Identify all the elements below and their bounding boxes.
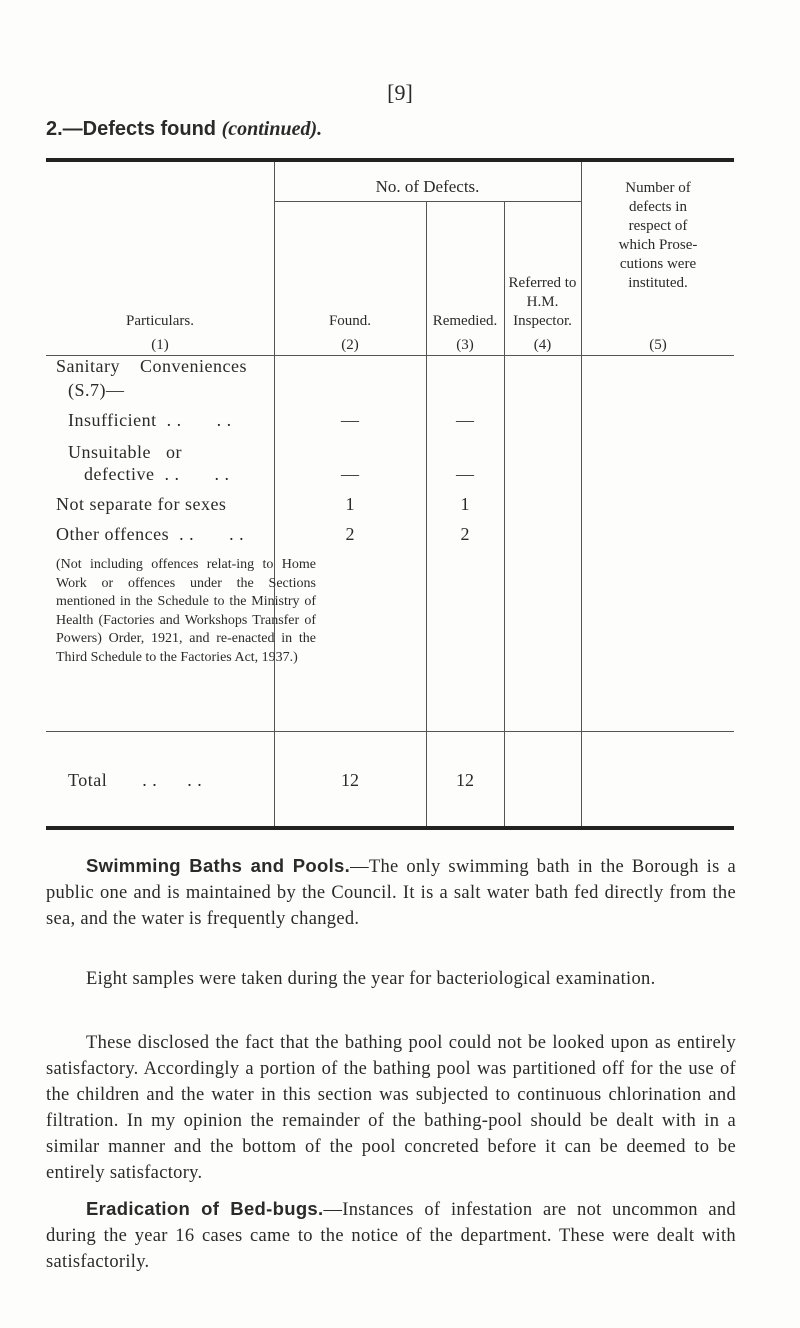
header-prosecutions-5: cutions were <box>619 256 697 272</box>
header-prosecutions-num: (5) <box>649 337 667 353</box>
header-prosecutions-4: which Prose- <box>618 237 698 253</box>
header-remedied-num: (3) <box>456 337 474 353</box>
total-remedied: 12 <box>456 770 474 790</box>
row-note: (Not including offences relat-ing to Home Work or offences under the Sections mentioned in the Schedule to the Ministry of Health (Factories and Workshops Transfer of Powers) Order, 1921, and re-enacted in the Third Schedule to the Factories Act, 1937.) <box>56 557 316 665</box>
header-particulars: Particulars. <box>126 313 194 329</box>
unsuitable-remedied: — <box>456 464 474 484</box>
swimming-text: —The only swimming bath in the Borough is a public one and is maintained by the Council. It is a salt water bath fed directly from the sea, and the water is frequently changed. <box>46 857 736 929</box>
unsuitable-found: — <box>341 464 359 484</box>
header-referred-3: Inspector. <box>513 313 572 329</box>
heading-continued: (continued). <box>221 118 323 140</box>
header-particulars-num: (1) <box>151 337 169 353</box>
row-unsuitable-2: defective . . . . <box>84 464 230 484</box>
other-remedied: 2 <box>460 524 470 544</box>
para-bedbugs <box>46 1196 736 1275</box>
total-top-rule <box>46 731 734 732</box>
row-unsuitable-1: Unsuitable or <box>68 442 182 462</box>
table-bottom-rule <box>46 826 734 830</box>
header-no-of-defects: No. of Defects. <box>375 177 480 196</box>
header-prosecutions-1: Number of <box>625 180 691 196</box>
row-total: Total . . . . <box>68 770 203 790</box>
not-separate-found: 1 <box>345 494 355 514</box>
other-found: 2 <box>345 524 355 544</box>
header-prosecutions-3: respect of <box>628 218 688 234</box>
total-found: 12 <box>341 770 359 790</box>
para-disclosed: These disclosed the fact that the bathing pool could not be looked upon as entirely satisfactory. Accordingly a portion of the bathing pool was partitioned off for the use of the children and the water in this section was subjected to continuous chlorination and filtration. In my opinion the remainder of the bathing-pool should be dealt with in a similar manner and the bottom of the pool concreted before it can be deemed to be entirely satisfactory. <box>46 1033 736 1183</box>
header-found-num: (2) <box>341 337 359 353</box>
page-number: [9] <box>387 80 413 105</box>
row-sanitary-sub: (S.7)— <box>68 380 125 400</box>
defects-subheader-rule <box>274 201 582 202</box>
swimming-lead: Swimming Baths and Pools. <box>86 855 351 876</box>
row-other-offences: Other offences . . . . <box>56 524 245 544</box>
bedbugs-lead: Eradication of Bed-bugs. <box>86 1198 324 1219</box>
header-referred-num: (4) <box>533 337 552 353</box>
row-insufficient: Insufficient . . . . <box>68 410 232 430</box>
table-top-rule <box>46 158 734 162</box>
header-prosecutions-6: instituted. <box>628 275 688 291</box>
para-swimming <box>46 853 736 932</box>
header-referred-2: H.M. <box>526 294 559 310</box>
bedbugs-text: —Instances of infestation are not uncommon and during the year 16 cases came to the notice of the department. These were dealt with satisfactorily. <box>46 1200 736 1272</box>
row-not-separate: Not separate for sexes <box>56 494 227 514</box>
insufficient-found: — <box>341 410 359 430</box>
insufficient-remedied: — <box>456 410 474 430</box>
header-remedied: Remedied. <box>432 313 498 329</box>
heading-title: 2.—Defects found <box>46 118 217 140</box>
defects-table <box>46 158 734 830</box>
not-separate-remedied: 1 <box>460 494 470 514</box>
header-referred-1: Referred to <box>508 275 577 291</box>
section-heading <box>46 118 322 141</box>
header-prosecutions-2: defects in <box>629 199 687 215</box>
para-samples: Eight samples were taken during the year for bacteriological examination. <box>86 969 656 989</box>
row-sanitary-heading: Sanitary Conveniences <box>56 356 247 376</box>
header-found: Found. <box>328 313 372 329</box>
